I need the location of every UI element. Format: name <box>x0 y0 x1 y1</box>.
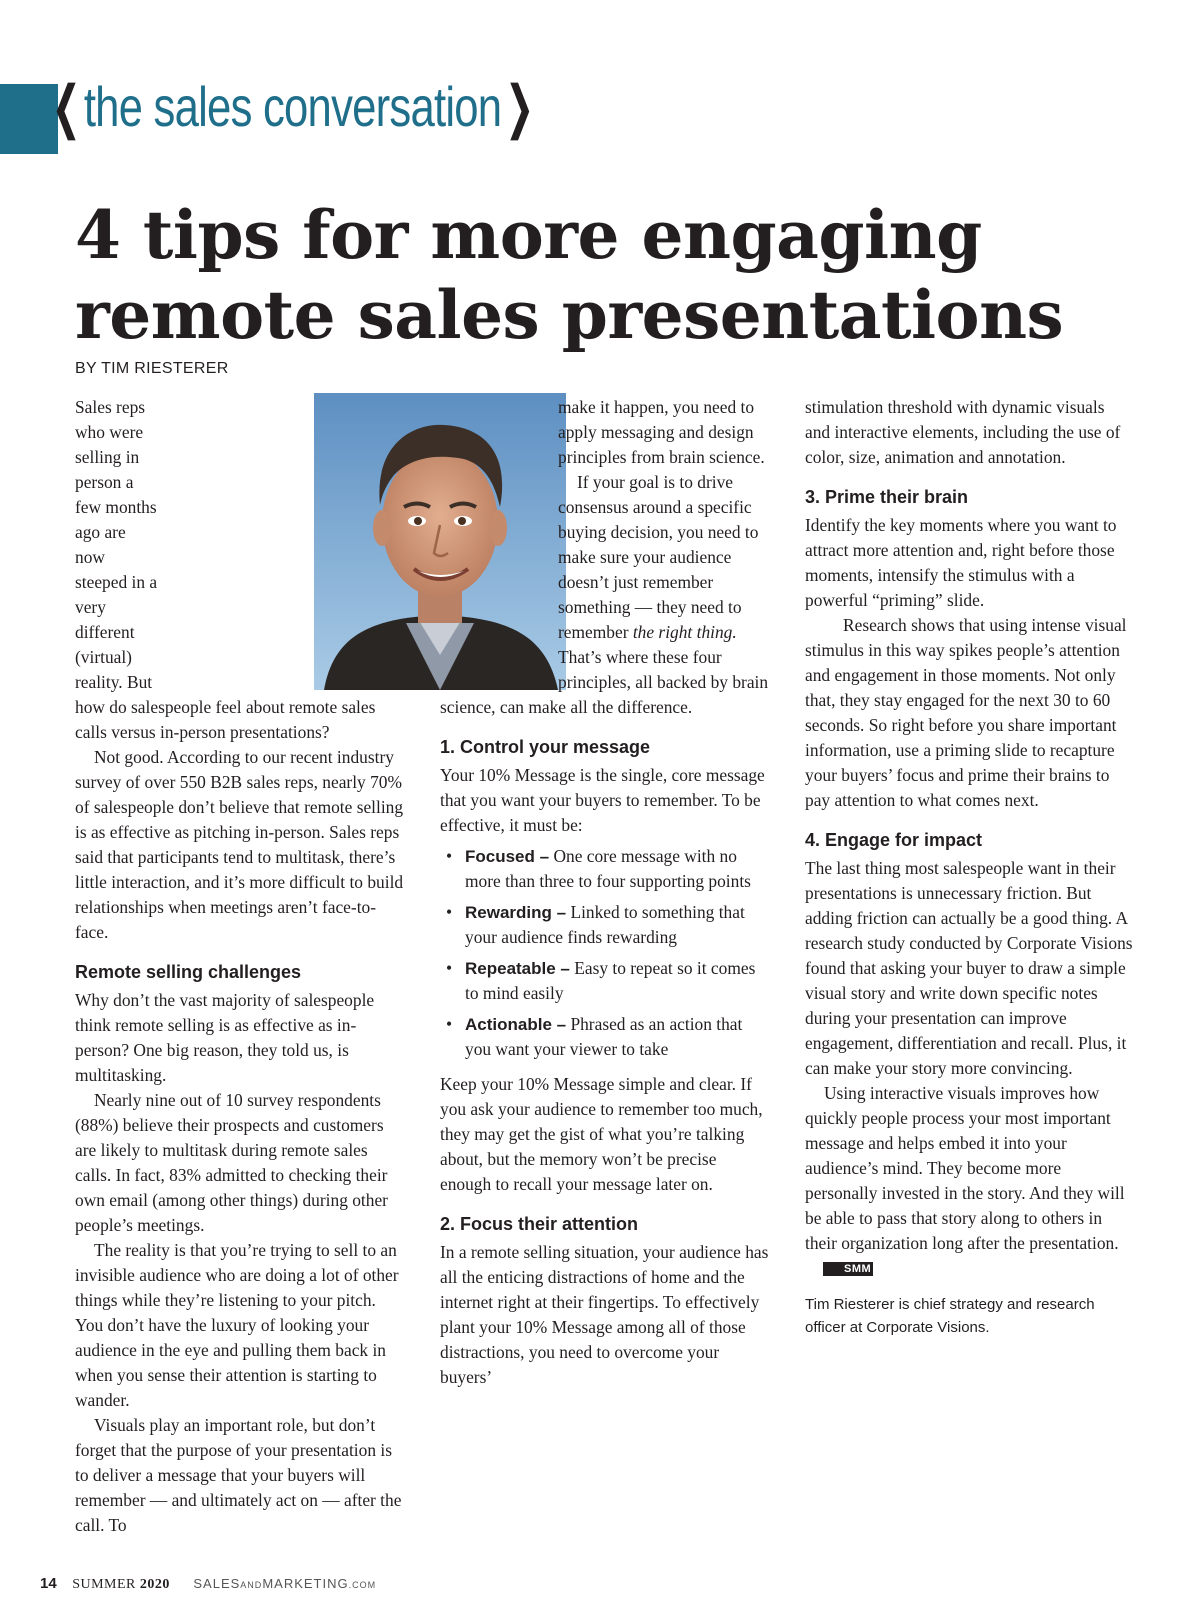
bullet-text: Easy to repeat so it comes to mind easily <box>465 958 756 1003</box>
col3-paragraph-2: Identify the key moments where you want to attract more attention and, right before those moments, intensify the stimulus with a powerful “priming” slide. <box>805 515 1117 610</box>
list-item <box>440 844 770 894</box>
bullet-text: Linked to something that your audience finds rewarding <box>465 902 745 947</box>
magazine-website <box>193 1576 376 1591</box>
subhead-control-your-message: 1. Control your message <box>440 737 651 757</box>
brand-and: AND <box>240 1580 263 1590</box>
subhead-focus-their-attention: 2. Focus their attention <box>440 1214 639 1234</box>
bullet-term: Rewarding – <box>465 903 567 922</box>
headline-line-1: 4 tips for more engaging <box>75 196 982 274</box>
col1-paragraph-4: Nearly nine out of 10 survey respondents (88%) believe their prospects and customers are likely to multitask during remote sales calls. In fact, 83% admitted to checking their own email (among other things) during other people’s meetings. <box>75 1090 388 1235</box>
list-item <box>440 1012 770 1062</box>
bullet-text: Phrased as an action that you want your viewer to take <box>465 1014 743 1059</box>
col1-paragraph-3: Why don’t the vast majority of salespeople think remote selling is as effective as in-person? One big reason, they told us, is multitasking. <box>75 990 375 1085</box>
article-headline <box>75 195 1185 355</box>
subhead-prime-their-brain: 3. Prime their brain <box>805 487 969 507</box>
byline: BY TIM RIESTERER <box>75 360 229 377</box>
end-of-article-mark: SMM <box>823 1262 873 1276</box>
page-footer <box>40 1575 376 1593</box>
col2-paragraph-5: In a remote selling situation, your audience has all the enticing distractions of home and the internet right at their fingertips. To effectively plant your 10% Message among all of those distractions, you need to overcome your buyers’ <box>440 1242 769 1387</box>
col2-paragraph-2-end: That’s where these four principles, all backed by brain science, can make all the difference. <box>440 647 769 717</box>
subhead-engage-for-impact: 4. Engage for impact <box>805 830 983 850</box>
open-bracket: ❬ <box>48 75 84 138</box>
brand-sales: SALES <box>193 1576 241 1591</box>
section-tag <box>0 75 560 154</box>
list-item <box>440 956 770 1006</box>
col1-paragraph-2: Not good. According to our recent industry survey of over 550 B2B sales reps, nearly 70% of salespeople don’t believe that remote selling is as effective as pitching in-person. Sales reps said that participants tend to multitask, there’s little interaction, and it’s more difficult to build relationships when meetings aren’t face-to-face. <box>75 747 404 942</box>
bullet-text: One core message with no more than three to four supporting points <box>465 846 751 891</box>
col3-paragraph-3: Research shows that using intense visual stimulus in this way spikes people’s attention and engagement in those moments. Not only that, they stay engaged for the next 30 to 60 seconds. So right before you share important information, use a priming slide to recapture your buyers’ focus and prime their brains to pay attention to what comes next. <box>805 615 1127 810</box>
bullet-term: Actionable – <box>465 1015 567 1034</box>
author-bio: Tim Riesterer is chief strategy and research officer at Corporate Visions. <box>805 1296 1095 1336</box>
headline-line-2: remote sales presentations <box>75 276 1064 354</box>
col1-paragraph-1: Sales reps who were selling in person a few months ago are now steeped in a very different (virtual) reality. But how do salespeople feel about remote sales calls versus in-person presentations? <box>75 397 376 742</box>
bullet-term: Focused – <box>465 847 550 866</box>
col2-paragraph-3: Your 10% Message is the single, core message that you want your buyers to remember. To be effective, it must be: <box>440 765 765 835</box>
emphasis-right-thing: the right thing. <box>632 622 737 642</box>
close-bracket: ❭ <box>501 75 538 138</box>
col2-paragraph-2-start: If your goal is to drive consensus around a specific buying decision, you need to make sure your audience doesn’t just remember something — they need to remember <box>558 472 759 642</box>
col3-paragraph-1: stimulation threshold with dynamic visuals and interactive elements, including the use of color, size, animation and annotation. <box>805 397 1121 467</box>
list-item <box>440 900 770 950</box>
photo-wrap-space <box>173 393 425 690</box>
col3-paragraph-5 <box>805 1081 1133 1281</box>
photo-wrap-space-2 <box>420 393 546 690</box>
section-label <box>48 74 537 140</box>
col2-paragraph-4: Keep your 10% Message simple and clear. If you ask your audience to remember too much, they may get the gist of what you’re talking about, but the memory won’t be precise enough to recall your message later on. <box>440 1074 763 1194</box>
brand-dotcom: .COM <box>348 1580 377 1590</box>
column-1 <box>75 395 405 1538</box>
column-3 <box>805 395 1133 1339</box>
col1-paragraph-6: Visuals play an important role, but don’t forget that the purpose of your presentation is to deliver a message that your buyers will remember — and ultimately act on — after the call. To <box>75 1415 402 1535</box>
issue-date <box>72 1577 170 1592</box>
col3-paragraph-4: The last thing most salespeople want in their presentations is unnecessary friction. But adding friction can actually be a good thing. A research study conducted by Corporate Visions found that asking your buyer to draw a simple visual story and write down specific notes during your presentation can improve engagement, differentiation and recall. Plus, it can make your story more convincing. <box>805 858 1133 1078</box>
issue-year: 2020 <box>139 1577 170 1592</box>
brand-marketing: MARKETING <box>262 1576 349 1591</box>
column-2 <box>440 395 770 1390</box>
col1-paragraph-5: The reality is that you’re trying to sell to an invisible audience who are doing a lot of other things while they’re listening to your pitch. You don’t have the luxury of looking your audience in the eye and pulling them back in when you sense their attention is starting to wander. <box>75 1240 399 1410</box>
bullet-term: Repeatable – <box>465 959 570 978</box>
page-number: 14 <box>40 1575 57 1592</box>
issue-season: SUMMER <box>72 1577 140 1592</box>
section-label-text: the sales conversation <box>83 75 502 138</box>
subhead-remote-selling-challenges: Remote selling challenges <box>75 962 302 982</box>
message-criteria-list <box>440 844 770 1062</box>
col3-paragraph-5-text: Using interactive visuals improves how quickly people process your most important message and helps embed it into your audience’s mind. They become more personally invested in the story. And they will be able to pass that story along to others in their organization long after the presentation. <box>805 1083 1125 1253</box>
col2-paragraph-1: make it happen, you need to apply messaging and design principles from brain science. <box>558 397 765 467</box>
